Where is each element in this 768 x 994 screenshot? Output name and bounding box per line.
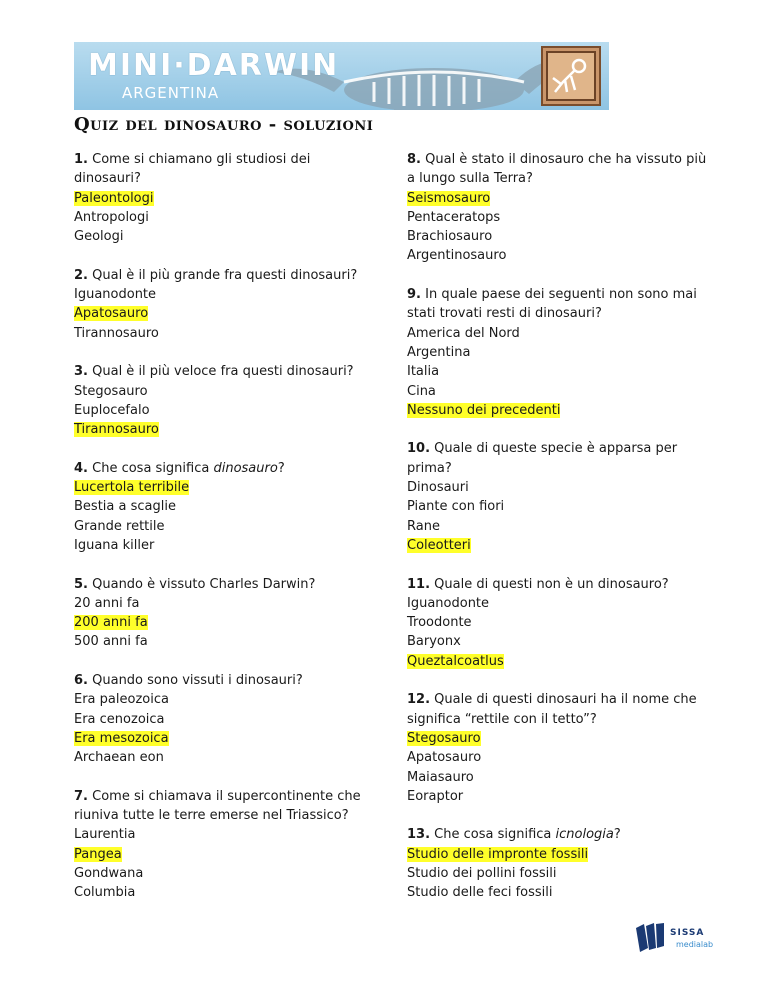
answer-label: Stegosauro [407,730,481,746]
quiz-question [74,787,374,903]
answer-option [407,768,707,787]
correct-answer [407,189,707,208]
quiz-question [74,150,374,246]
answer-label: Iguana killer [74,537,155,553]
answer-label: Rane [407,518,440,534]
sissa-logo-name: SISSA [670,928,705,938]
answer-option [74,710,374,729]
question-text [407,150,707,189]
answer-label: Maiasauro [407,769,474,785]
answer-option [74,382,374,401]
question-label: Quale di queste specie è apparsa per prima? [407,441,678,476]
answer-option [74,324,374,343]
question-text [74,459,374,478]
question-text [74,787,374,826]
answer-option [407,787,707,806]
answer-label: Antropologi [74,209,149,225]
quiz-question [74,575,374,652]
brand-subtitle: ARGENTINA [122,84,220,102]
question-text [74,150,374,189]
answer-option [74,208,374,227]
quiz-question [407,575,707,671]
correct-answer [407,401,707,420]
answer-label: Brachiosauro [407,229,493,245]
answer-label: 500 anni fa [74,634,148,650]
answer-label: 20 anni fa [74,595,140,611]
answer-option [74,748,374,767]
question-label-part: ? [613,827,621,843]
answer-label: Argentina [407,344,471,360]
answer-option [74,536,374,555]
question-text [407,825,707,844]
answer-option [407,343,707,362]
question-label-part: Che cosa significa [434,827,556,843]
answer-option [407,227,707,246]
question-text [74,671,374,690]
answer-label: Pentaceratops [407,209,501,225]
question-label-part: icnologia [555,827,614,843]
answer-option [407,324,707,343]
answer-label: Grande rettile [74,518,165,534]
quiz-question [74,266,374,343]
question-label: Come si chiamava il supercontinente che riuniva tutte le terre emerse nel Triassico? [74,788,361,824]
header-banner [74,42,609,110]
quiz-question [74,362,374,439]
question-label-part: dinosauro [213,460,278,476]
question-label: Quando sono vissuti i dinosauri? [92,673,303,689]
answer-option [407,517,707,536]
answer-label: Stegosauro [74,383,148,399]
correct-answer [74,189,374,208]
answer-option [407,208,707,227]
answer-label: Studio delle feci fossili [407,885,553,901]
correct-answer [407,729,707,748]
answer-option [74,401,374,420]
question-label: Qual è il più veloce fra questi dinosauri? [92,364,354,380]
question-label: In quale paese dei seguenti non sono mai stati trovati resti di dinosauri? [407,287,697,322]
answer-option [407,362,707,381]
answer-option [407,748,707,767]
question-number: 3. [74,364,88,380]
answer-label: Tirannosauro [74,325,159,341]
answer-label: Seismosauro [407,190,491,206]
question-number: 6. [74,673,88,689]
quiz-question [407,285,707,420]
answer-option [74,632,374,651]
answer-label: Dinosauri [407,480,469,496]
answer-option [407,613,707,632]
answer-label: Apatosauro [74,306,149,322]
quiz-question [74,671,374,767]
answer-label: Lucertola terribile [74,480,190,496]
answer-option [74,883,374,902]
answer-label: Troodonte [407,615,472,631]
question-number: 8. [407,152,421,167]
question-number: 2. [74,267,88,283]
question-number: 5. [74,576,88,592]
question-number: 11. [407,576,431,592]
answer-label: Coleotteri [407,537,471,553]
answer-label: Gondwana [74,865,144,881]
correct-answer [74,304,374,323]
answer-label: Eoraptor [407,788,464,804]
answer-label: Apatosauro [407,750,482,766]
question-number: 9. [407,287,421,303]
answer-option [74,864,374,883]
correct-answer [74,420,374,439]
left-column [74,150,374,922]
answer-option [74,594,374,613]
question-number: 10. [407,441,431,457]
answer-label: Bestia a scaglie [74,499,176,515]
answer-label: Paleontologi [74,190,154,206]
question-label: Quale di questi non è un dinosauro? [434,576,669,592]
question-label-part: ? [277,460,285,476]
question-text [74,575,374,594]
quiz-question [407,150,707,266]
correct-answer [407,652,707,671]
answer-label: Piante con fiori [407,499,505,515]
answer-label: Era cenozoica [74,711,165,727]
question-number: 7. [74,788,88,804]
answer-label: Tirannosauro [74,422,159,438]
answer-option [74,227,374,246]
answer-label: Cina [407,383,436,399]
question-text [407,439,707,478]
question-number: 1. [74,152,88,167]
answer-label: 200 anni fa [74,615,148,631]
question-label: Qual è stato il dinosauro che ha vissuto più a lungo sulla Terra? [407,152,707,187]
answer-option [74,517,374,536]
answer-option [74,825,374,844]
answer-label: Italia [407,364,440,380]
answer-label: Euplocefalo [74,402,150,418]
answer-label: Argentinosauro [407,248,507,264]
correct-answer [407,845,707,864]
answer-label: Laurentia [74,827,136,843]
answer-option [74,285,374,304]
question-label-part: Che cosa significa [92,460,214,476]
quiz-question [407,439,707,555]
answer-label: Era paleozoica [74,692,169,708]
answer-option [407,632,707,651]
answer-option [74,497,374,516]
question-label: Quale di questi dinosauri ha il nome che significa “rettile con il tetto”? [407,692,697,727]
question-text [74,362,374,381]
answer-label: Columbia [74,885,136,901]
question-label: Quando è vissuto Charles Darwin? [92,576,316,592]
dinosaur-skeleton-stamp-icon [541,46,601,106]
answer-option [407,478,707,497]
answer-label: Archaean eon [74,750,164,766]
question-number: 4. [74,460,88,476]
answer-label: Iguanodonte [407,595,490,611]
answer-label: Pangea [74,846,122,862]
answer-label: Era mesozoica [74,730,169,746]
answer-label: Geologi [74,229,124,245]
answer-label: Queztalcoatlus [407,653,504,669]
answer-option [407,497,707,516]
answer-label: Baryonx [407,634,461,650]
question-number: 13. [407,827,431,843]
question-text [407,285,707,324]
answer-option [407,594,707,613]
correct-answer [74,729,374,748]
answer-label: Studio dei pollini fossili [407,865,557,881]
answer-option [74,690,374,709]
question-text [74,266,374,285]
answer-label: Studio delle impronte fossili [407,846,589,862]
quiz-question [74,459,374,555]
quiz-question [407,690,707,806]
answer-label: Iguanodonte [74,287,157,303]
question-number: 12. [407,692,431,708]
quiz-question [407,825,707,902]
answer-label: America del Nord [407,325,520,341]
correct-answer [74,613,374,632]
question-text [407,690,707,729]
question-text [407,575,707,594]
correct-answer [74,845,374,864]
right-column [407,150,707,922]
answer-option [407,382,707,401]
answer-option [407,246,707,265]
correct-answer [407,536,707,555]
question-label: Come si chiamano gli studiosi dei dinosauri? [74,152,311,187]
question-label: Qual è il più grande fra questi dinosauri? [92,267,358,283]
page-title: Quiz del dinosauro - soluzioni [74,114,374,135]
sissa-logo-sub: medialab [676,940,714,949]
answer-option [407,883,707,902]
correct-answer [74,478,374,497]
answer-label: Nessuno dei precedenti [407,402,561,418]
answer-option [407,864,707,883]
brand-logo-text: MINI·DARWIN [88,48,340,83]
